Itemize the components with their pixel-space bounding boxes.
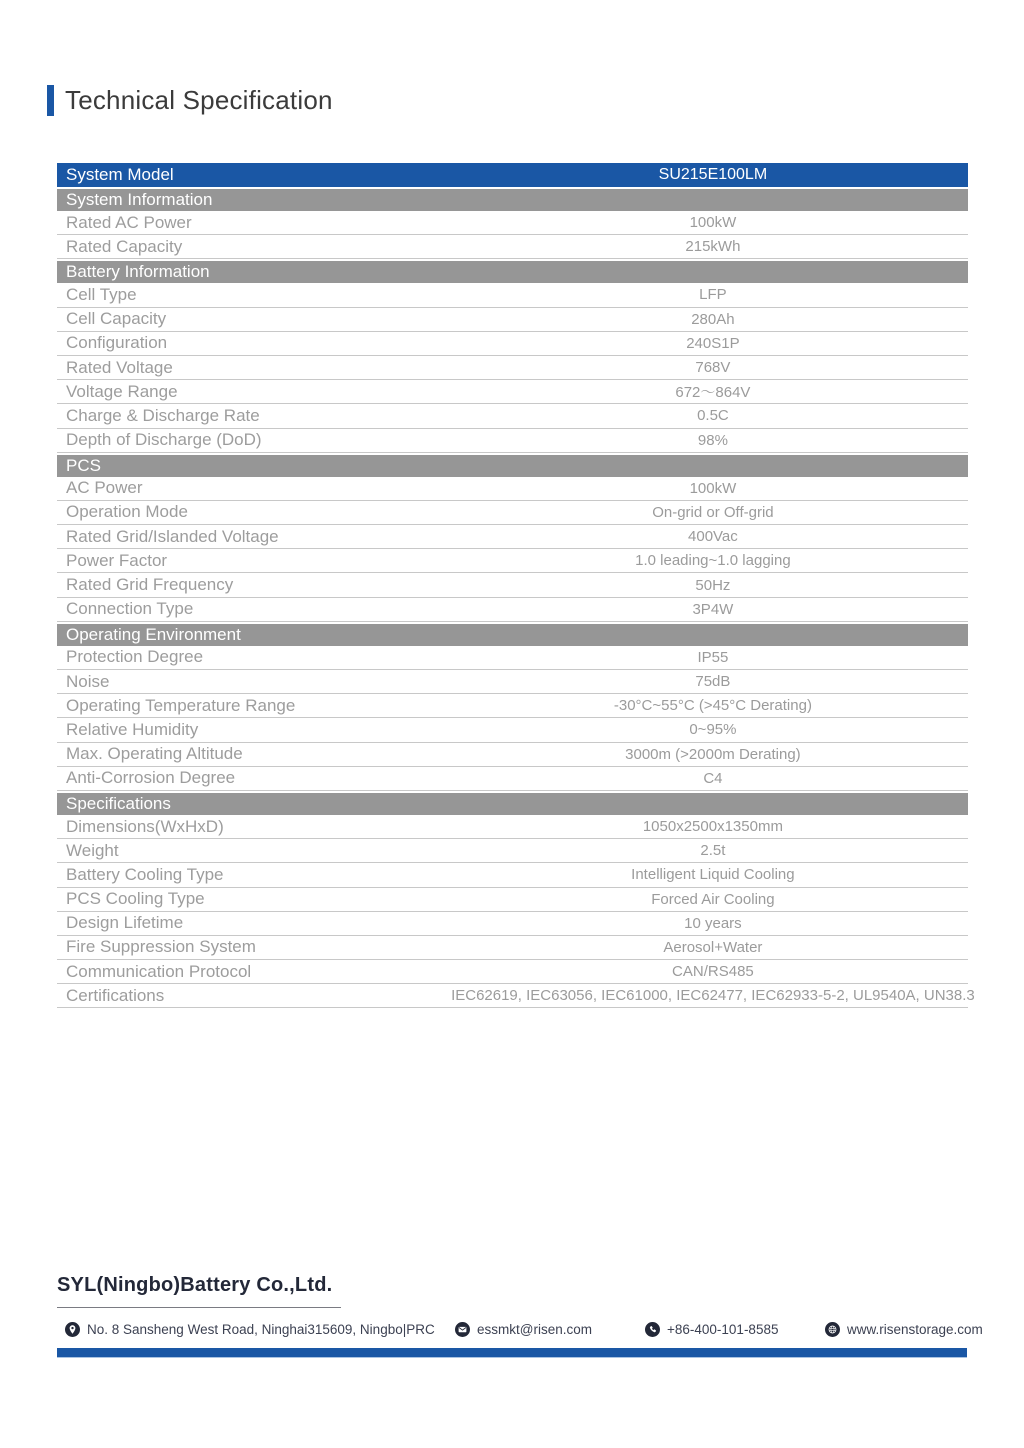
spec-value: 2.5t [700,842,726,860]
system-model-label: System Model [66,165,174,184]
contact-item [65,1322,435,1337]
spec-label: Cell Capacity [66,309,167,329]
spec-value: 280Ah [691,310,735,328]
spec-value: LFP [699,286,727,304]
spec-row [57,863,968,887]
section-title: System Information [66,190,213,209]
company-name: SYL(Ningbo)Battery Co.,Ltd. [57,1274,333,1296]
spec-row [57,356,968,380]
spec-label: Communication Protocol [66,961,252,981]
spec-row [57,211,968,235]
spec-row [57,477,968,501]
contact-item [825,1322,983,1337]
contact-item [645,1322,778,1337]
spec-label: Fire Suppression System [66,937,256,957]
spec-value: 768V [695,359,731,377]
spec-value: 0.5C [697,407,729,425]
spec-value: 1050x2500x1350mm [642,818,783,836]
company-underline [57,1307,341,1308]
spec-row [57,912,968,936]
spec-value: 240S1P [686,334,740,352]
section-title: Battery Information [66,262,210,282]
spec-row [57,429,968,453]
title-accent-bar [47,85,54,116]
spec-row [57,501,968,525]
spec-row [57,936,968,960]
spec-row [57,984,975,1008]
spec-row [57,670,968,694]
spec-value: 1.0 leading~1.0 lagging [635,552,791,570]
spec-label: Rated Grid Frequency [66,575,234,595]
spec-value: 672～864V [675,384,751,402]
contact-text: www.risenstorage.com [847,1322,983,1337]
spec-row [57,767,968,791]
spec-label: Noise [66,671,110,691]
spec-row [57,549,968,573]
spec-row [57,332,968,356]
spec-row [57,888,968,912]
section-title: Specifications [66,793,171,813]
contact-text: +86-400-101-8585 [667,1322,779,1337]
spec-value: 100kW [689,214,737,232]
section-title: Operating Environment [66,624,241,644]
footer-contacts [57,1322,983,1342]
section-title: PCS [66,455,101,475]
spec-table-body [57,189,975,1008]
location-pin-icon [65,1322,80,1337]
spec-label: Connection Type [66,599,194,619]
spec-label: Operation Mode [66,502,188,522]
spec-label: Protection Degree [66,647,204,667]
phone-icon [645,1322,660,1337]
spec-value: 3000m (>2000m Derating) [625,745,801,763]
spec-value: 3P4W [692,600,734,618]
spec-value: 75dB [695,673,731,691]
spec-value: 10 years [684,914,742,932]
spec-value: On-grid or Off-grid [652,503,774,521]
email-icon [455,1322,470,1337]
spec-value: 100kW [689,479,737,497]
spec-label: Rated Capacity [66,236,183,256]
spec-label: Max. Operating Altitude [66,744,243,764]
spec-row [57,525,968,549]
spec-table [57,163,975,1008]
spec-label: Dimensions(WxHxD) [66,816,224,836]
spec-row [57,308,968,332]
spec-label: Cell Type [66,284,137,304]
spec-value: 50Hz [695,576,731,594]
spec-label: Design Lifetime [66,913,184,933]
footer-accent-bar [57,1348,967,1358]
spec-row [57,598,968,622]
system-model-row [57,163,968,187]
contact-text: essmkt@risen.com [477,1322,592,1337]
spec-value: IP55 [697,648,729,666]
spec-row [57,404,968,428]
spec-label: Operating Temperature Range [66,695,296,715]
contact-item [455,1322,592,1337]
spec-value: C4 [703,769,723,787]
spec-label: Weight [66,840,119,860]
spec-row [57,839,968,863]
section-header [57,189,968,211]
contact-text: No. 8 Sansheng West Road, Ninghai315609, Ningbo|PRC [87,1322,435,1337]
spec-value: -30°C~55°C (>45°C Derating) [613,697,812,715]
spec-label: Rated Voltage [66,357,173,377]
spec-label: Depth of Discharge (DoD) [66,430,262,450]
spec-value: Aerosol+Water [663,938,763,956]
spec-label: Power Factor [66,550,168,570]
spec-value: CAN/RS485 [672,963,754,981]
spec-label: Voltage Range [66,381,178,401]
spec-value: Forced Air Cooling [651,890,775,908]
spec-row [57,380,968,404]
spec-label: Configuration [66,333,168,353]
section-header [57,261,968,283]
spec-value: 215kWh [685,238,741,256]
spec-row [57,718,968,742]
spec-row [57,235,968,259]
section-header [57,455,968,477]
spec-label: AC Power [66,478,143,498]
spec-label: Relative Humidity [66,719,199,739]
spec-row [57,743,968,767]
spec-row [57,573,968,597]
spec-row [57,960,968,984]
spec-row [57,815,968,839]
spec-label: Charge & Discharge Rate [66,405,260,425]
section-header [57,793,968,815]
spec-row [57,694,968,718]
page-title: Technical Specification [65,85,333,115]
section-header [57,624,968,646]
spec-label: Rated Grid/Islanded Voltage [66,526,279,546]
spec-row [57,646,968,670]
page-title-block [47,85,333,116]
spec-value: Intelligent Liquid Cooling [631,866,795,884]
spec-label: Rated AC Power [66,212,192,232]
system-model-value: SU215E100LM [658,166,768,183]
spec-label: PCS Cooling Type [66,889,205,909]
spec-value: 98% [697,431,728,449]
spec-label: Certifications [66,985,165,1005]
spec-label: Battery Cooling Type [66,864,224,884]
globe-icon [825,1322,840,1337]
spec-label: Anti-Corrosion Degree [66,768,236,788]
spec-row [57,283,968,307]
spec-value: 400Vac [688,528,738,546]
spec-value: IEC62619, IEC63056, IEC61000, IEC62477, IEC62933-5-2, UL9540A, UN38.3 [451,987,975,1005]
spec-value: 0~95% [689,721,737,739]
